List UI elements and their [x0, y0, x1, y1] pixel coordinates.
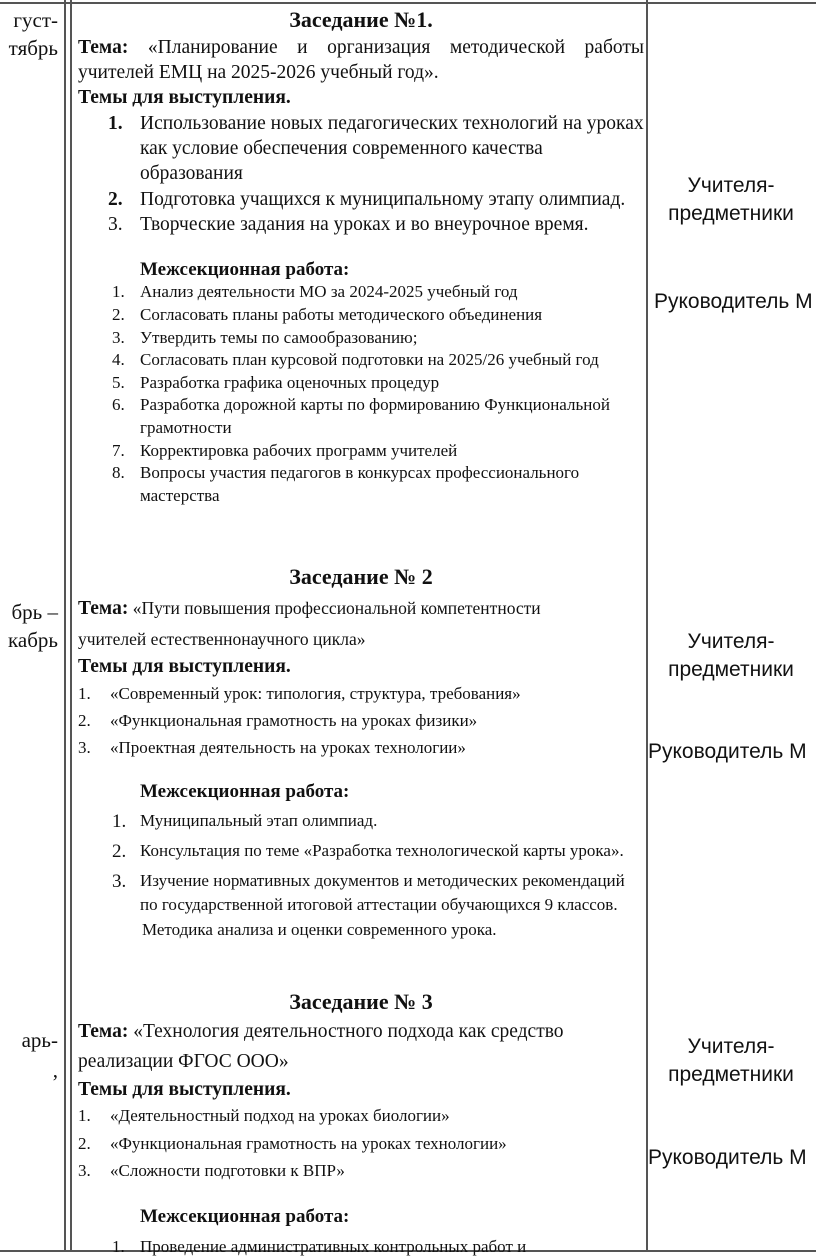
- date-line: кабрь: [8, 628, 58, 652]
- list-item: 2. Подготовка учащихся к муниципальному этапу олимпиад.: [108, 188, 626, 210]
- inter-extra: Методика анализа и оценки современного урока.: [142, 919, 497, 939]
- session-2: [78, 563, 644, 941]
- topic-text: «Технология деятельностного подхода как средство реализации ФГОС ООО»: [78, 1020, 564, 1072]
- session-title: Заседание № 3: [289, 989, 433, 1014]
- list-item: 3. Изучение нормативных документов и методических рекомендаций по государственной итоговой аттестации обучающихся 9 классов.: [112, 870, 625, 914]
- date-column: [0, 0, 62, 1250]
- topic-label: Тема:: [78, 36, 129, 58]
- list-item: 7. Корректировка рабочих программ учителей: [112, 440, 458, 460]
- list-item: 8. Вопросы участия педагогов в конкурсах профессионального мастерства: [112, 463, 580, 505]
- list-item: 3. Творческие задания на уроках и во внеурочное время.: [108, 214, 589, 235]
- list-item: 5. Разработка графика оценочных процедур: [112, 372, 440, 392]
- talks-heading: Темы для выступления.: [78, 656, 291, 678]
- list-item: 4. Согласовать план курсовой подготовки на 2025/26 учебный год: [112, 350, 599, 370]
- session-1: [78, 6, 644, 507]
- session-topic: [78, 592, 644, 655]
- date-line: густ-: [13, 8, 58, 32]
- session-topic: [78, 35, 644, 86]
- responsible-column: [646, 0, 816, 1250]
- topic-text: «Пути повышения профессиональной компетентности учителей естественнонаучного цикла»: [78, 597, 541, 649]
- list-item: 3. «Проектная деятельность на уроках технологии»: [78, 738, 466, 758]
- list-item: 6. Разработка дорожной карты по формированию Функциональной грамотности: [112, 395, 610, 437]
- list-item: 3. Утвердить темы по самообразованию;: [112, 327, 418, 347]
- list-item: 2. «Функциональная грамотность на уроках физики»: [78, 711, 478, 731]
- list-item: 2. Консультация по теме «Разработка технологической карты урока».: [112, 841, 624, 863]
- session-title: Заседание №1.: [289, 7, 433, 32]
- list-item: 1. Анализ деятельности МО за 2024-2025 учебный год: [112, 282, 518, 302]
- talks-list: [78, 1102, 644, 1184]
- column-divider-mid: [70, 0, 72, 1250]
- session-title: Заседание № 2: [289, 564, 433, 589]
- topic-label: Тема:: [78, 1020, 129, 1042]
- list-item: 1. Муниципальный этап олимпиад.: [112, 811, 378, 833]
- role-teachers: Учителя-предметники: [668, 174, 794, 226]
- inter-list: [78, 281, 644, 507]
- list-item: 1. «Современный урок: типология, структура, требования»: [78, 683, 521, 703]
- role-teachers: Учителя-предметники: [668, 630, 794, 682]
- inter-heading: Межсекционная работа:: [140, 259, 350, 281]
- date-line: тябрь: [8, 36, 58, 60]
- talks-list: [78, 111, 644, 238]
- inter-list: [78, 1236, 644, 1259]
- session-topic: [78, 1017, 644, 1077]
- inter-heading: Межсекционная работа:: [140, 781, 350, 803]
- role-lead: Руководитель М: [648, 1146, 807, 1169]
- list-item: 2. «Функциональная грамотность на уроках технологии»: [78, 1133, 507, 1153]
- list-item: 1. Использование новых педагогических технологий на уроках как условие обеспечения современного качества образования: [108, 112, 644, 185]
- list-item: 3. «Сложности подготовки к ВПР»: [78, 1160, 345, 1180]
- role-lead: Руководитель М: [648, 740, 807, 763]
- session-3: [78, 988, 644, 1259]
- inter-list: [78, 809, 644, 916]
- role-teachers: Учителя-предметники: [668, 1035, 794, 1087]
- talks-heading: Темы для выступления.: [78, 1079, 291, 1101]
- date-line: брь –: [11, 600, 58, 624]
- list-item: 1. «Деятельностный подход на уроках биологии»: [78, 1106, 450, 1126]
- column-divider-left: [64, 0, 66, 1250]
- date-line: ,: [52, 1058, 58, 1082]
- topic-label: Тема:: [78, 597, 129, 619]
- talks-list: [78, 680, 644, 762]
- role-lead: Руководитель М: [654, 290, 813, 313]
- list-item: 2. Согласовать планы работы методического объединения: [112, 304, 543, 324]
- inter-heading: Межсекционная работа:: [140, 1205, 350, 1227]
- topic-text: «Планирование и организация методической работы учителей ЕМЦ на 2025-2026 учебный год».: [78, 36, 644, 83]
- date-line: арь-: [21, 1028, 58, 1052]
- list-item: 1. Проведение административных контрольных работ и: [112, 1236, 527, 1256]
- talks-heading: Темы для выступления.: [78, 87, 291, 109]
